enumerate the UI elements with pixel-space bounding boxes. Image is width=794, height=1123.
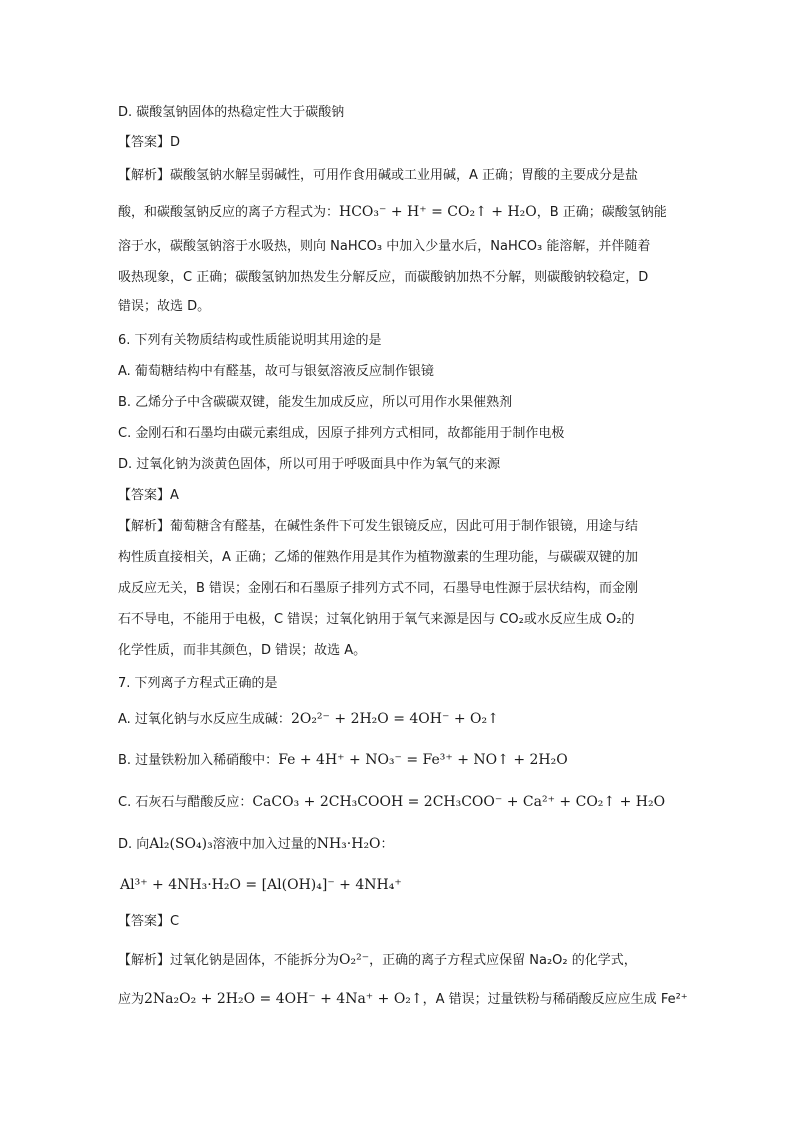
q6-stem: 6. 下列有关物质结构或性质能说明其用途的是 [118,333,382,348]
answer-label: 【答案】 [118,135,171,150]
analysis-text: ，正确的离子方程式应保留 Na₂O₂ 的化学式， [369,953,637,968]
equation: CaCO₃ + 2CH₃COOH = 2CH₃COO⁻ + Ca²⁺ + CO₂↑ + H₂O [252,794,666,810]
equation: Al³⁺ + 4NH₃·H₂O = [Al(OH)₄]⁻ + 4NH₄⁺ [120,877,402,893]
analysis-text: 碳酸氢钠水解呈弱碱性，可用作食用碱或工业用碱，A 正确；胃酸的主要成分是盐 [170,168,639,183]
q7-option-c [118,792,688,813]
q6-option-d: D. 过氧化钠为淡黄色固体，所以可用于呼吸面具中作为氧气的来源 [118,457,501,472]
q5-analysis-line-5: 错误；故选 D。 [118,299,211,314]
analysis-text: 葡萄糖含有醛基，在碱性条件下可发生银镜反应，因此可用于制作银镜，用途与结 [170,519,639,534]
option-text: A. 过氧化钠与水反应生成碱： [118,712,291,727]
equation: 2Na₂O₂ + 2H₂O = 4OH⁻ + 4Na⁺ + O₂↑ [144,991,423,1007]
q6-option-c: C. 金刚石和石墨均由碳元素组成，因原子排列方式相同，故都能用于制作电极 [118,426,565,441]
q6-option-b: B. 乙烯分子中含碳碳双键，能发生加成反应，所以可用作水果催熟剂 [118,395,513,410]
q7-analysis-line-1 [118,950,688,971]
formula: Al₂(SO₄)₃ [149,836,213,852]
q5-answer-line [118,133,688,153]
q6-answer-line [118,486,688,506]
equation: HCO₃⁻ + H⁺ = CO₂↑ + H₂O [339,204,537,220]
q7-answer-line [118,912,688,932]
q5-analysis-line-1 [118,166,688,186]
q5-analysis-line-4: 吸热现象，C 正确；碳酸氢钠加热发生分解反应，而碳酸钠加热不分解，则碳酸钠较稳定，D [118,270,649,285]
analysis-label: 【解析】 [118,168,171,183]
analysis-label: 【解析】 [118,519,171,534]
ion-formula: O₂²⁻ [339,952,370,968]
formula: NH₃·H₂O [316,836,381,852]
option-text: ： [380,837,394,852]
q7-option-d-equation [120,875,690,896]
q7-option-a [118,709,688,730]
q7-analysis-line-2 [118,989,688,1010]
answer-label: 【答案】 [118,914,171,929]
analysis-text: ，B 正确；碳酸氢钠能 [536,205,667,220]
analysis-text: 过氧化钠是固体，不能拆分为 [170,953,340,968]
analysis-text: 应为 [118,992,145,1007]
answer-value: A [170,488,179,503]
answer-label: 【答案】 [118,488,171,503]
option-text: D. 向 [118,837,150,852]
q5-analysis-line-2 [118,202,688,223]
q7-option-d [118,834,688,855]
q6-analysis-line-5: 化学性质，而非其颜色，D 错误；故选 A。 [118,643,367,658]
answer-value: D [170,135,181,150]
analysis-text: 酸，和碳酸氢钠反应的离子方程式为： [118,205,340,220]
equation: 2O₂²⁻ + 2H₂O = 4OH⁻ + O₂↑ [290,711,499,727]
analysis-label: 【解析】 [118,953,171,968]
q6-analysis-line-1 [118,517,688,537]
q5-option-d: D. 碳酸氢钠固体的热稳定性大于碳酸钠 [118,105,345,120]
q6-option-a: A. 葡萄糖结构中有醛基，故可与银氨溶液反应制作银镜 [118,364,434,379]
q5-analysis-line-3: 溶于水，碳酸氢钠溶于水吸热，则向 NaHCO₃ 中加入少量水后，NaHCO₃ 能溶解，并伴随着 [118,239,651,254]
analysis-text: ，A 错误；过量铁粉与稀硝酸反应应生成 Fe²⁺ [422,992,688,1007]
option-text: 溶液中加入过量的 [212,837,317,852]
q6-analysis-line-2: 构性质直接相关，A 正确；乙烯的催熟作用是其作为植物激素的生理功能，与碳碳双键的加 [118,550,639,565]
answer-value: C [170,914,180,929]
q7-option-b [118,750,688,771]
equation: Fe + 4H⁺ + NO₃⁻ = Fe³⁺ + NO↑ + 2H₂O [278,752,568,768]
option-text: C. 石灰石与醋酸反应： [118,795,253,810]
q6-analysis-line-4: 石不导电，不能用于电极，C 错误；过氧化钠用于氧气来源是因与 CO₂或水反应生成 O₂的 [118,612,635,627]
q7-stem: 7. 下列离子方程式正确的是 [118,676,278,691]
option-text: B. 过量铁粉加入稀硝酸中： [118,753,279,768]
q6-analysis-line-3: 成反应无关，B 错误；金刚石和石墨原子排列方式不同，石墨导电性源于层状结构，而金刚 [118,581,639,596]
